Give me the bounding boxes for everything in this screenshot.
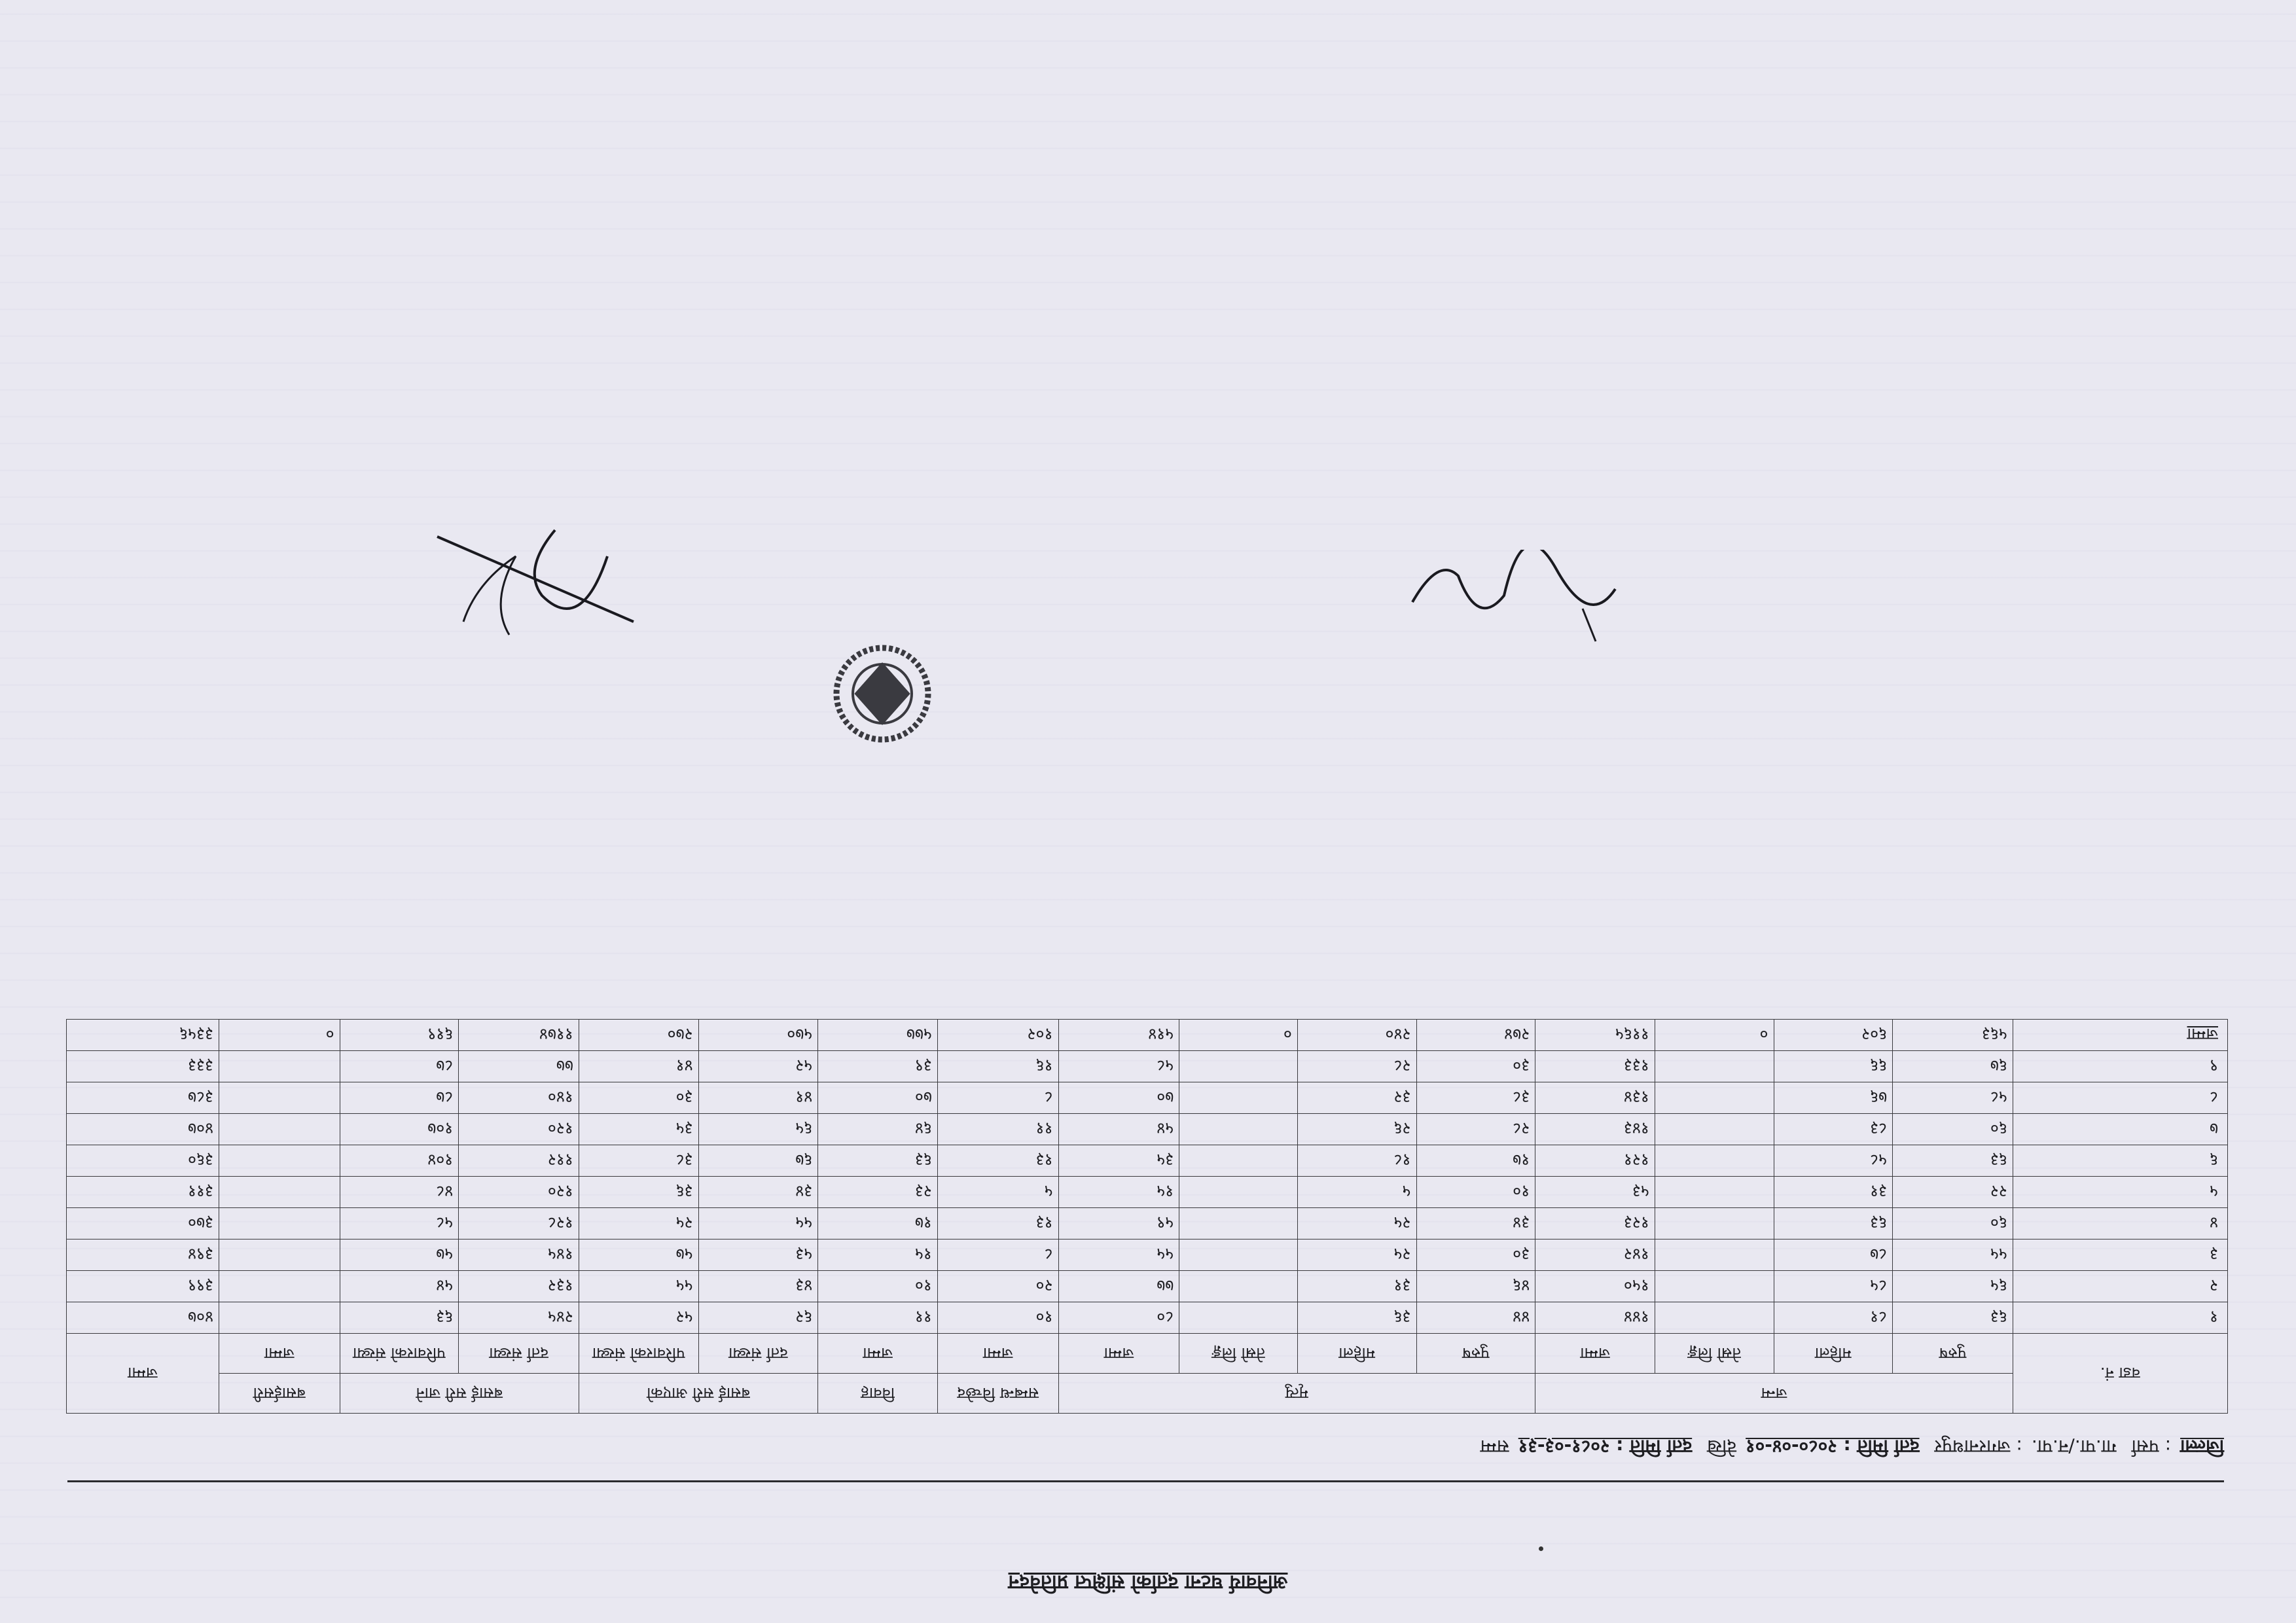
table-cell: ३३३ <box>67 1051 219 1082</box>
table-cell <box>219 1177 340 1208</box>
table-cell <box>1179 1208 1298 1240</box>
table-cell: ३४ <box>698 1177 818 1208</box>
table-row <box>67 1145 2228 1177</box>
table-row <box>67 1271 2228 1302</box>
sub-total: जम्मा <box>1058 1334 1179 1374</box>
col-ward: वडा नं. <box>2013 1334 2227 1414</box>
table-cell: २४० <box>1297 1020 1416 1051</box>
table-cell <box>1179 1302 1298 1334</box>
table-cell: ७० <box>1058 1082 1179 1114</box>
table-cell: २४५ <box>459 1302 579 1334</box>
table-cell: ४०७ <box>67 1302 219 1334</box>
ward-number: ७ <box>2013 1114 2227 1145</box>
sub-total: जम्मा <box>219 1334 340 1374</box>
table-cell: ३११ <box>67 1177 219 1208</box>
table-cell: ११२ <box>459 1145 579 1177</box>
col-total: जम्मा <box>67 1334 219 1414</box>
table-cell: १३२ <box>459 1271 579 1302</box>
table-cell: ५२ <box>698 1051 818 1082</box>
group-grave: सम्बन्ध विच्छेद <box>937 1374 1058 1414</box>
ward-number: १ <box>2013 1302 2227 1334</box>
table-body <box>67 1020 2228 1334</box>
table-cell: १२० <box>459 1114 579 1145</box>
table-cell: १०२ <box>937 1020 1058 1051</box>
table-cell: ६० <box>1893 1208 2013 1240</box>
table-cell: १४३ <box>1535 1114 1655 1145</box>
table-cell: ३६ <box>1297 1302 1416 1334</box>
table-cell: ० <box>1179 1020 1298 1051</box>
table-cell: ६० <box>1893 1114 2013 1145</box>
table-cell <box>1655 1051 1774 1082</box>
table-cell: ४६ <box>1416 1271 1535 1302</box>
table-cell: ८७ <box>1774 1240 1893 1271</box>
table-cell: १५० <box>1535 1271 1655 1302</box>
group-migration-in: बसाई सरी आएको <box>579 1374 817 1414</box>
table-cell: ३८ <box>1416 1082 1535 1114</box>
table-cell: ६२ <box>698 1302 818 1334</box>
table-cell <box>1655 1208 1774 1240</box>
from-value: दर्ता मिति : २०८०-०४-०१ <box>1746 1436 1920 1457</box>
table-cell: ११७४ <box>459 1020 579 1051</box>
table-row <box>67 1177 2228 1208</box>
ink-dot <box>1539 1546 1543 1551</box>
table-cell: ५५ <box>1893 1240 2013 1271</box>
table-cell: २७० <box>579 1020 698 1051</box>
table-cell: २३ <box>818 1177 938 1208</box>
table-cell: ३६ <box>579 1177 698 1208</box>
table-cell <box>1655 1177 1774 1208</box>
table-cell: ६३ <box>1893 1302 2013 1334</box>
sub-male: पुरुष <box>1416 1334 1535 1374</box>
table-cell: ८७ <box>340 1082 459 1114</box>
table-header-row <box>67 1374 2228 1414</box>
form-meta <box>1471 1435 2224 1459</box>
table-row <box>67 1114 2228 1145</box>
table-cell <box>1179 1051 1298 1082</box>
table-cell: १०७ <box>340 1114 459 1145</box>
table-cell: ७७ <box>1058 1271 1179 1302</box>
table-cell <box>219 1114 340 1145</box>
table-cell: १४५ <box>459 1240 579 1271</box>
table-cell <box>1179 1145 1298 1177</box>
form-title: अनिवार्य घटना दर्ताको संक्षिप्त प्रतिवेदन <box>1008 1571 1288 1594</box>
table-cell: ६१९ <box>340 1020 459 1051</box>
table-cell: १६ <box>937 1051 1058 1082</box>
sub-other: तेस्रो लिङ्ग <box>1655 1334 1774 1374</box>
total-label: जम्मा <box>2013 1020 2227 1051</box>
table-cell: १४० <box>459 1082 579 1114</box>
table-cell: ६३ <box>1774 1208 1893 1240</box>
table-total-row <box>67 1020 2228 1051</box>
table-cell: १४४ <box>1535 1302 1655 1334</box>
table-cell: १५ <box>1058 1177 1179 1208</box>
table-cell: ३५ <box>1058 1145 1179 1177</box>
table-cell: ७६ <box>1774 1082 1893 1114</box>
table-cell: ३५ <box>579 1114 698 1145</box>
table-cell: २५ <box>579 1208 698 1240</box>
table-row <box>67 1051 2228 1082</box>
table-subheader-row <box>67 1334 2228 1374</box>
table-cell: ४०७ <box>67 1114 219 1145</box>
office-label: गा.पा./न.पा. <box>2031 1436 2117 1457</box>
table-cell: ४४ <box>1416 1302 1535 1334</box>
table-row <box>67 1082 2228 1114</box>
table-row <box>67 1302 2228 1334</box>
sub-family-count: परिवारको संख्या <box>340 1334 459 1374</box>
table-cell: १० <box>1416 1177 1535 1208</box>
table-cell: ६३ <box>340 1302 459 1334</box>
title-rule <box>67 1480 2224 1482</box>
sub-female: महिला <box>1297 1334 1416 1374</box>
table-cell: ५३ <box>698 1240 818 1271</box>
table-cell: १३३ <box>1535 1051 1655 1082</box>
table-cell <box>1655 1145 1774 1177</box>
table-cell: ३९९ <box>67 1271 219 1302</box>
table-cell: ५२ <box>579 1302 698 1334</box>
table-cell: ८० <box>1058 1302 1179 1334</box>
district-value: : पर्सा <box>2131 1436 2172 1457</box>
sub-reg-count: दर्ता संख्या <box>698 1334 818 1374</box>
table-cell: ० <box>219 1020 340 1051</box>
table-cell: ५१४ <box>1058 1020 1179 1051</box>
group-divorce: बसाईसरी <box>219 1374 340 1414</box>
table-cell <box>1655 1114 1774 1145</box>
table-cell <box>1179 1177 1298 1208</box>
table-cell <box>1655 1240 1774 1271</box>
table-cell: १३४ <box>1535 1082 1655 1114</box>
table-cell: ५९ <box>1058 1208 1179 1240</box>
table-cell: ३८ <box>579 1145 698 1177</box>
table-cell: २६ <box>1297 1114 1416 1145</box>
table-cell: ५७ <box>340 1240 459 1271</box>
to-label: सम्म <box>1480 1436 1509 1457</box>
table-cell: ११ <box>937 1114 1058 1145</box>
sub-male: पुरुष <box>1893 1334 2013 1374</box>
sub-total: जम्मा <box>937 1334 1058 1374</box>
table-cell: १२० <box>459 1177 579 1208</box>
table-cell: ३१ <box>1297 1271 1416 1302</box>
table-cell: ३७० <box>67 1208 219 1240</box>
group-death: मृत्यु <box>1058 1374 1535 1414</box>
table-cell: २८ <box>1297 1051 1416 1082</box>
table-cell <box>219 1082 340 1114</box>
table-cell <box>219 1145 340 1177</box>
ward-number: २ <box>2013 1271 2227 1302</box>
table-cell: ३२ <box>1297 1082 1416 1114</box>
table-cell: ६७ <box>698 1145 818 1177</box>
table-cell: ३८७ <box>67 1082 219 1114</box>
table-cell: १७ <box>1416 1145 1535 1177</box>
table-cell: ५४ <box>340 1271 459 1302</box>
table-cell <box>1655 1082 1774 1114</box>
signature-left <box>1380 550 1628 668</box>
sub-family-count: परिवारको संख्या <box>579 1334 698 1374</box>
table-cell: १८ <box>1297 1145 1416 1177</box>
table-cell: ७७ <box>459 1051 579 1082</box>
table-cell: ६५ <box>698 1114 818 1145</box>
table-cell: ११६५ <box>1535 1020 1655 1051</box>
office-seal <box>778 596 987 792</box>
ward-number: ५ <box>2013 1177 2227 1208</box>
table-cell: १३ <box>937 1208 1058 1240</box>
table-cell: ५७० <box>698 1020 818 1051</box>
table-cell: ७० <box>818 1082 938 1114</box>
table-cell: ५८ <box>1893 1082 2013 1114</box>
table-cell <box>219 1240 340 1271</box>
table-cell: ३० <box>1416 1051 1535 1082</box>
table-cell: १५ <box>818 1240 938 1271</box>
table-cell: ४१ <box>698 1082 818 1114</box>
table-cell: ४१ <box>579 1051 698 1082</box>
table-cell: ५५ <box>579 1271 698 1302</box>
table-cell: १० <box>937 1302 1058 1334</box>
table-cell: ६६ <box>1774 1051 1893 1082</box>
table-cell: ८३ <box>1774 1114 1893 1145</box>
table-cell: ५७७ <box>818 1020 938 1051</box>
table-cell: २५ <box>1297 1208 1416 1240</box>
table-cell: ६५ <box>1893 1271 2013 1302</box>
table-cell: ३३५६ <box>67 1020 219 1051</box>
sub-total: जम्मा <box>1535 1334 1655 1374</box>
from-label: देखि <box>1707 1436 1737 1457</box>
table-cell: ८१ <box>1774 1302 1893 1334</box>
table-cell: ३० <box>1416 1240 1535 1271</box>
ward-number: ६ <box>2013 1145 2227 1177</box>
table-cell: ५३ <box>1535 1177 1655 1208</box>
to-value: दर्ता मिति : २०८१-०३-३१ <box>1518 1436 1693 1457</box>
table-cell: २८ <box>1416 1114 1535 1145</box>
district-label: जिल्ला <box>2180 1436 2224 1457</box>
table-cell <box>219 1208 340 1240</box>
table-cell: ५६३ <box>1893 1020 2013 1051</box>
ward-number: ३ <box>2013 1240 2227 1271</box>
table-cell: ८ <box>937 1240 1058 1271</box>
table-row <box>67 1240 2228 1271</box>
table-cell: ८ <box>937 1082 1058 1114</box>
table-cell: ५७ <box>579 1240 698 1271</box>
table-cell: २२ <box>1893 1177 2013 1208</box>
table-cell: १०४ <box>340 1145 459 1177</box>
sub-reg-count: दर्ता संख्या <box>459 1334 579 1374</box>
table-cell <box>1179 1271 1298 1302</box>
table-cell: ५४ <box>1058 1114 1179 1145</box>
group-migration-out: बसाई सरी जाने <box>340 1374 579 1414</box>
table-cell: ६३ <box>1893 1145 2013 1177</box>
sub-total: जम्मा <box>818 1334 938 1374</box>
office-value: : जगरनाथपुर <box>1934 1436 2022 1457</box>
group-marriage: विवाह <box>818 1374 938 1414</box>
ward-number: ८ <box>2013 1082 2227 1114</box>
table-cell <box>219 1271 340 1302</box>
table-cell: १२८ <box>459 1208 579 1240</box>
table-cell <box>1179 1082 1298 1114</box>
table-cell: ० <box>1655 1020 1774 1051</box>
table-cell: ४३ <box>698 1271 818 1302</box>
table-cell: १२३ <box>1535 1208 1655 1240</box>
table-cell: ५८ <box>1774 1145 1893 1177</box>
table-cell: ३६० <box>67 1145 219 1177</box>
table-cell <box>1179 1114 1298 1145</box>
table-cell: १२१ <box>1535 1145 1655 1177</box>
table-cell: ८५ <box>1774 1271 1893 1302</box>
sub-other: तेस्रो लिङ्ग <box>1179 1334 1298 1374</box>
table-cell: ३९ <box>818 1051 938 1082</box>
table-cell: २० <box>937 1271 1058 1302</box>
sub-female: महिला <box>1774 1334 1893 1374</box>
signature-right <box>398 510 673 661</box>
table-cell <box>1655 1302 1774 1334</box>
table-cell: ११ <box>818 1302 938 1334</box>
table-cell: १३ <box>937 1145 1058 1177</box>
table-cell: ५८ <box>1058 1051 1179 1082</box>
table-cell: ३० <box>579 1082 698 1114</box>
table-cell <box>219 1302 340 1334</box>
table-cell: ६३ <box>818 1145 938 1177</box>
table-cell: ३९४ <box>67 1240 219 1271</box>
table-cell: ६७ <box>1893 1051 2013 1082</box>
table-cell: २५ <box>1297 1240 1416 1271</box>
table-cell: ३१ <box>1774 1177 1893 1208</box>
table-cell <box>1655 1271 1774 1302</box>
table-row <box>67 1208 2228 1240</box>
table-cell: ३४ <box>1416 1208 1535 1240</box>
table-cell: १७ <box>818 1208 938 1240</box>
table-cell <box>1179 1240 1298 1271</box>
table-cell: ५५ <box>698 1208 818 1240</box>
table-cell: ५५ <box>1058 1240 1179 1271</box>
table-cell: २७४ <box>1416 1020 1535 1051</box>
table-cell: १० <box>818 1271 938 1302</box>
registration-summary-table <box>66 1019 2228 1414</box>
ward-number: ९ <box>2013 1051 2227 1082</box>
group-birth: जन्म <box>1535 1374 2013 1414</box>
table-cell: ५ <box>937 1177 1058 1208</box>
ward-number: ४ <box>2013 1208 2227 1240</box>
table-cell: ५८ <box>340 1208 459 1240</box>
table-cell: ६४ <box>818 1114 938 1145</box>
table-cell: ५ <box>1297 1177 1416 1208</box>
table-cell: १४२ <box>1535 1240 1655 1271</box>
table-cell: ८७ <box>340 1051 459 1082</box>
table-cell <box>219 1051 340 1082</box>
table-cell: ४८ <box>340 1177 459 1208</box>
table-cell: ६०२ <box>1774 1020 1893 1051</box>
